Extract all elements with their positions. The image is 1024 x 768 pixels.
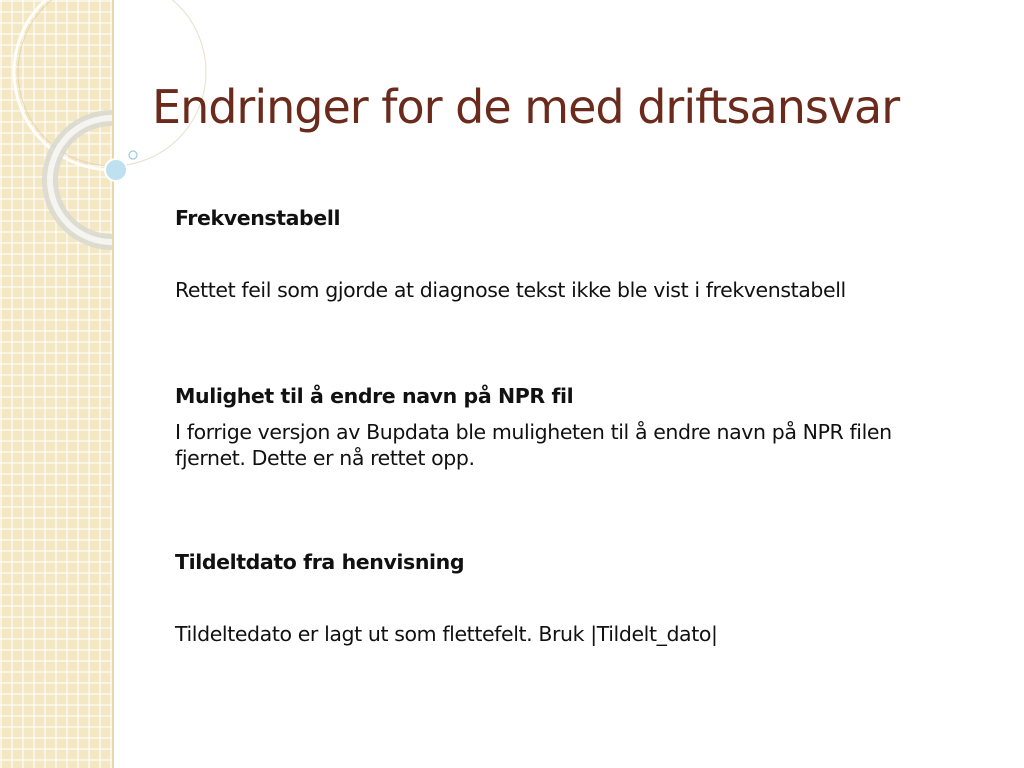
section-text-npr-fil: I forrige versjon av Bupdata ble muligheten til å endre navn på NPR filen fjernet. Dette er nå rettet opp. bbox=[175, 420, 892, 470]
small-ring-arc bbox=[50, 118, 112, 242]
section-heading-tildeltdato: Tildeltdato fra henvisning bbox=[175, 550, 465, 574]
section-heading-frekvenstabell: Frekvenstabell bbox=[175, 206, 341, 230]
section-heading-npr-fil: Mulighet til å endre navn på NPR fil bbox=[175, 384, 574, 408]
bubble-large bbox=[105, 159, 127, 181]
bubble-small bbox=[129, 151, 137, 159]
section-text-frekvenstabell: Rettet feil som gjorde at diagnose tekst ikke ble vist i frekvenstabell bbox=[175, 278, 846, 302]
section-text-tildeltdato: Tildeltedato er lagt ut som flettefelt. Bruk |Tildelt_dato| bbox=[175, 622, 718, 646]
slide-title: Endringer for de med driftsansvar bbox=[152, 80, 900, 134]
slide-content bbox=[175, 205, 975, 647]
